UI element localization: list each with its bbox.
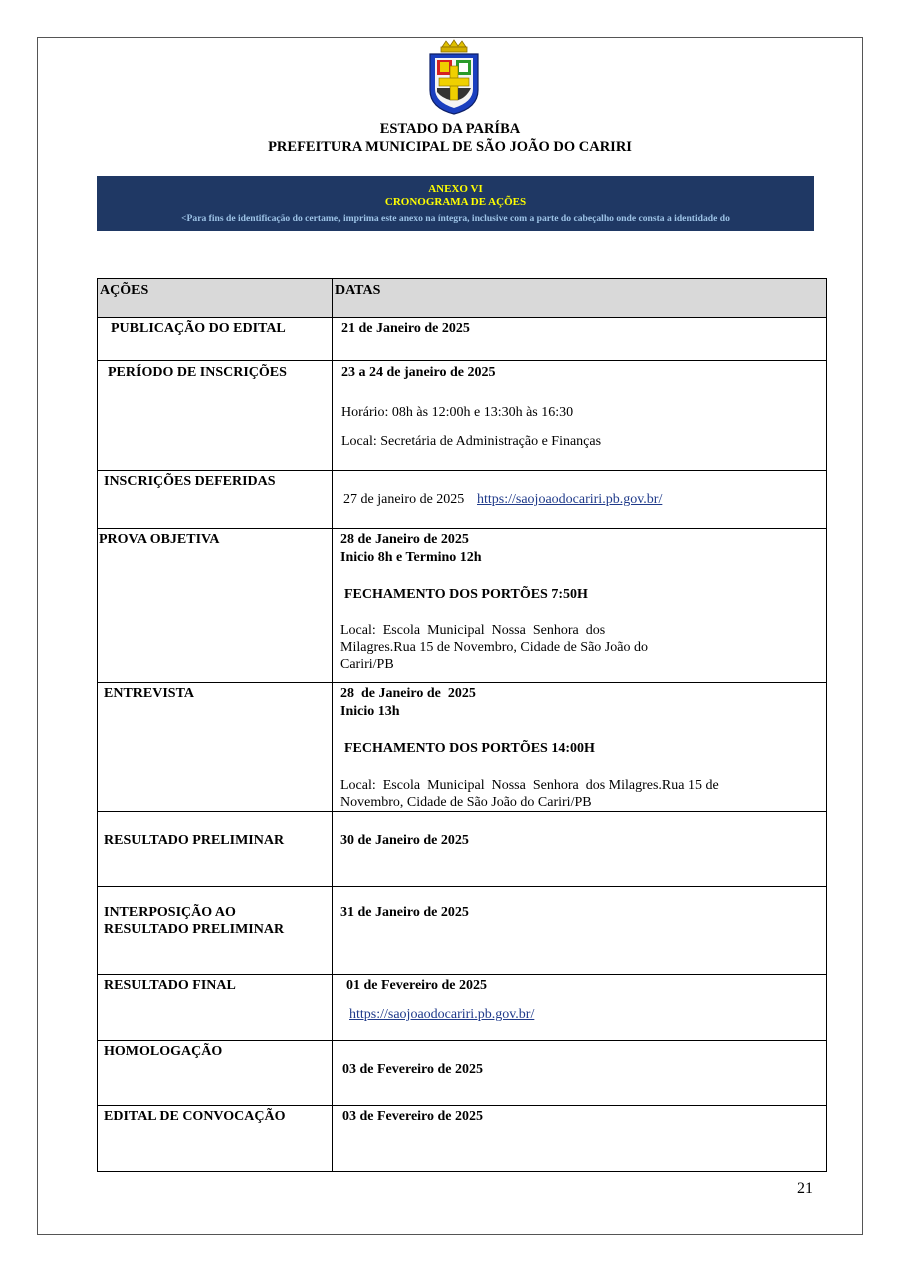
table-row [98,1106,827,1172]
date-value: 27 de janeiro de 2025 [343,492,465,507]
date-value: 21 de Janeiro de 2025 [341,321,470,336]
schedule-table [97,278,827,1172]
location-text: Local: Escola Municipal Nossa Senhora dos [340,623,606,638]
action-label: INSCRIÇÕES DEFERIDAS [104,474,276,489]
action-label: INTERPOSIÇÃO AO [104,905,236,920]
table-row [98,471,827,529]
page-number: 21 [797,1180,813,1197]
date-value: 31 de Janeiro de 2025 [340,905,469,920]
action-label: HOMOLOGAÇÃO [104,1044,223,1059]
date-value: 03 de Fevereiro de 2025 [342,1062,484,1077]
table-header-row [98,279,827,318]
annex-title: ANEXO VI [428,183,483,195]
date-value: 28 de Janeiro de 2025 [340,686,476,701]
table-row [98,318,827,361]
table-row [98,812,827,887]
table-row [98,1041,827,1106]
gate-closing: FECHAMENTO DOS PORTÕES 7:50H [344,587,588,602]
website-link[interactable]: https://saojoaodocariri.pb.gov.br/ [349,1007,535,1022]
date-value: 01 de Fevereiro de 2025 [346,978,488,993]
action-label: ENTREVISTA [104,686,194,701]
date-value: 30 de Janeiro de 2025 [340,833,469,848]
location-text: Local: Escola Municipal Nossa Senhora dos Milagres.Rua 15 de [340,778,719,793]
action-label: RESULTADO PRELIMINAR [104,833,285,848]
table-row [98,361,827,471]
municipality-title: PREFEITURA MUNICIPAL DE SÃO JOÃO DO CARIRI [268,139,632,155]
action-label: RESULTADO PRELIMINAR [104,922,285,937]
location-text: Local: Secretária de Administração e Finanças [341,434,602,449]
action-label: RESULTADO FINAL [104,978,236,993]
annex-subtitle: CRONOGRAMA DE AÇÕES [384,196,527,208]
table-row [98,529,827,683]
table-row [98,975,827,1041]
table-row [98,887,827,975]
annex-note: <Para fins de identificação do certame, imprima este anexo na íntegra, inclusive com a parte do cabeçalho onde consta a identidade do [181,213,730,224]
time-range: Inicio 13h [340,704,400,719]
state-title: ESTADO DA PARÍBA [379,121,521,137]
table-row [98,683,827,812]
website-link[interactable]: https://saojoaodocariri.pb.gov.br/ [477,492,663,507]
location-text: Novembro, Cidade de São João do Cariri/PB [340,795,592,810]
date-value: 23 a 24 de janeiro de 2025 [341,365,496,380]
action-label: EDITAL DE CONVOCAÇÃO [104,1109,286,1124]
action-label: PROVA OBJETIVA [99,532,220,547]
date-value: 03 de Fevereiro de 2025 [342,1109,484,1124]
gate-closing: FECHAMENTO DOS PORTÕES 14:00H [344,741,595,756]
action-label: PUBLICAÇÃO DO EDITAL [111,321,286,336]
schedule-hours: Horário: 08h às 12:00h e 13:30h às 16:30 [341,405,574,420]
action-label: PERÍODO DE INSCRIÇÕES [108,365,287,380]
header-cell-datas: DATAS [333,279,827,318]
annex-banner [97,176,814,231]
municipal-crest-icon [424,38,484,116]
date-value: 28 de Janeiro de 2025 [340,532,469,547]
time-range: Inicio 8h e Termino 12h [340,550,482,565]
header-cell-acoes: AÇÕES [98,279,333,318]
location-text: Cariri/PB [340,657,394,672]
location-text: Milagres.Rua 15 de Novembro, Cidade de São João do [340,640,648,655]
